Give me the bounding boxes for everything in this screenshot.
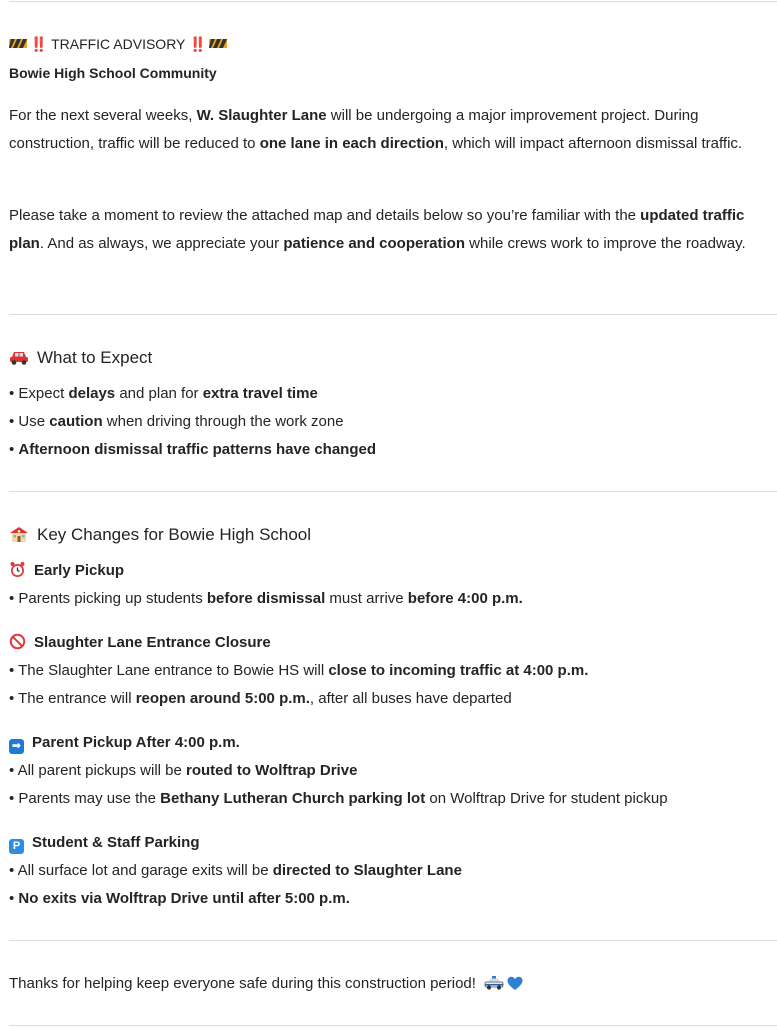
key-changes-title: Key Changes for Bowie High School [37,525,312,544]
intro-paragraph-1 [9,102,769,158]
pp-2-text-1: • Parents may use the [9,790,161,807]
intro-p2-text-1: Please take a moment to review the attached map and details below so you’re familiar with the [9,207,641,224]
ep-1-bold-2: before 4:00 p.m. [407,590,523,607]
advisory-title [9,34,227,54]
parking-item-1 [9,861,462,881]
parking-icon: P [9,839,24,854]
pp-2-bold-1: Bethany Lutheran Church parking lot [160,790,426,807]
entrance-closure-title: Slaughter Lane Entrance Closure [34,634,271,651]
expect-item-1 [9,384,318,404]
parking-heading [9,833,200,854]
pk-1-bold-1: directed to Slaughter Lane [272,862,462,879]
expect-1-bold-2: extra travel time [202,385,318,402]
pp-1-text-1: • All parent pickups will be [9,762,187,779]
ec-2-text-1: • The entrance will [9,690,136,707]
key-changes-heading [9,524,311,546]
ec-2-text-2: , after all buses have departed [309,690,512,707]
closing-line [9,974,523,994]
expect-1-text-1: • Expect [9,385,69,402]
blue-heart-icon [507,976,523,991]
ec-2-bold-1: reopen around 5:00 p.m. [135,690,310,707]
expect-2-bold-1: caution [49,413,103,430]
entrance-closure-item-2 [9,689,512,709]
intro-p1-text-3: , which will impact afternoon dismissal traffic. [443,135,743,152]
entrance-closure-heading [9,633,271,653]
intro-p1-text-1: For the next several weeks, [9,107,197,124]
intro-p2-bold-1: updated traffic plan [9,207,745,252]
entrance-closure-item-1 [9,661,588,681]
expect-3-bold-1: Afternoon dismissal traffic patterns have changed [18,441,377,458]
pk-2-text-1: • [9,890,19,907]
construction-barrier-icon-right [209,38,227,50]
parent-pickup-item-2 [9,789,668,809]
early-pickup-heading [9,561,124,581]
intro-p1-bold-1: W. Slaughter Lane [196,107,327,124]
police-car-icon [484,976,504,991]
right-arrow-icon: ➡ [9,739,24,754]
expect-1-bold-1: delays [68,385,116,402]
car-icon [9,350,29,366]
intro-paragraph-2 [9,202,769,258]
expect-2-text-1: • Use [9,413,50,430]
parent-pickup-item-1 [9,761,357,781]
no-entry-icon [9,633,26,650]
expect-item-3 [9,440,376,460]
intro-p1-text-2: will be undergoing a major improvement project. During construction, traffic will be reduced to [9,107,699,152]
expect-3-text-1: • [9,441,19,458]
parking-title: Student & Staff Parking [32,834,200,851]
early-pickup-title: Early Pickup [34,562,125,579]
top-divider [9,1,777,2]
ep-1-text-2: must arrive [325,590,408,607]
expect-item-2 [9,412,344,432]
ec-1-bold-1: close to incoming traffic at 4:00 p.m. [328,662,589,679]
alarm-clock-icon [9,561,26,578]
parent-pickup-heading [9,733,240,754]
advisory-title-text: ‼️ TRAFFIC ADVISORY ‼️ [30,36,207,52]
school-icon [9,525,29,543]
pp-2-text-2: on Wolftrap Drive for student pickup [425,790,668,807]
pk-1-text-1: • All surface lot and garage exits will be [9,862,273,879]
construction-barrier-icon [9,38,27,50]
intro-p2-text-3: while crews work to improve the roadway. [465,235,746,252]
what-to-expect-heading [9,347,152,369]
pk-2-bold-1: No exits via Wolftrap Drive until after 5:00 p.m. [18,890,350,907]
ep-1-text-1: • Parents picking up students [9,590,207,607]
closing-text: Thanks for helping keep everyone safe during this construction period! [9,975,476,992]
early-pickup-item-1 [9,589,523,609]
intro-p2-text-2: . And as always, we appreciate your [39,235,284,252]
ep-1-bold-1: before dismissal [206,590,326,607]
divider-2 [9,491,777,492]
intro-p2-bold-2: patience and cooperation [283,235,466,252]
intro-p1-bold-2: one lane in each direction [259,135,444,152]
expect-2-text-2: when driving through the work zone [102,413,344,430]
divider-3 [9,940,777,941]
parent-pickup-title: Parent Pickup After 4:00 p.m. [32,734,240,751]
bottom-divider [9,1025,777,1026]
parking-item-2 [9,889,350,909]
ec-1-text-1: • The Slaughter Lane entrance to Bowie HS will [9,662,329,679]
what-to-expect-title: What to Expect [37,348,153,367]
expect-1-text-2: and plan for [115,385,203,402]
pp-1-bold-1: routed to Wolftrap Drive [186,762,358,779]
community-heading: Bowie High School Community [9,65,217,81]
divider-1 [9,314,777,315]
